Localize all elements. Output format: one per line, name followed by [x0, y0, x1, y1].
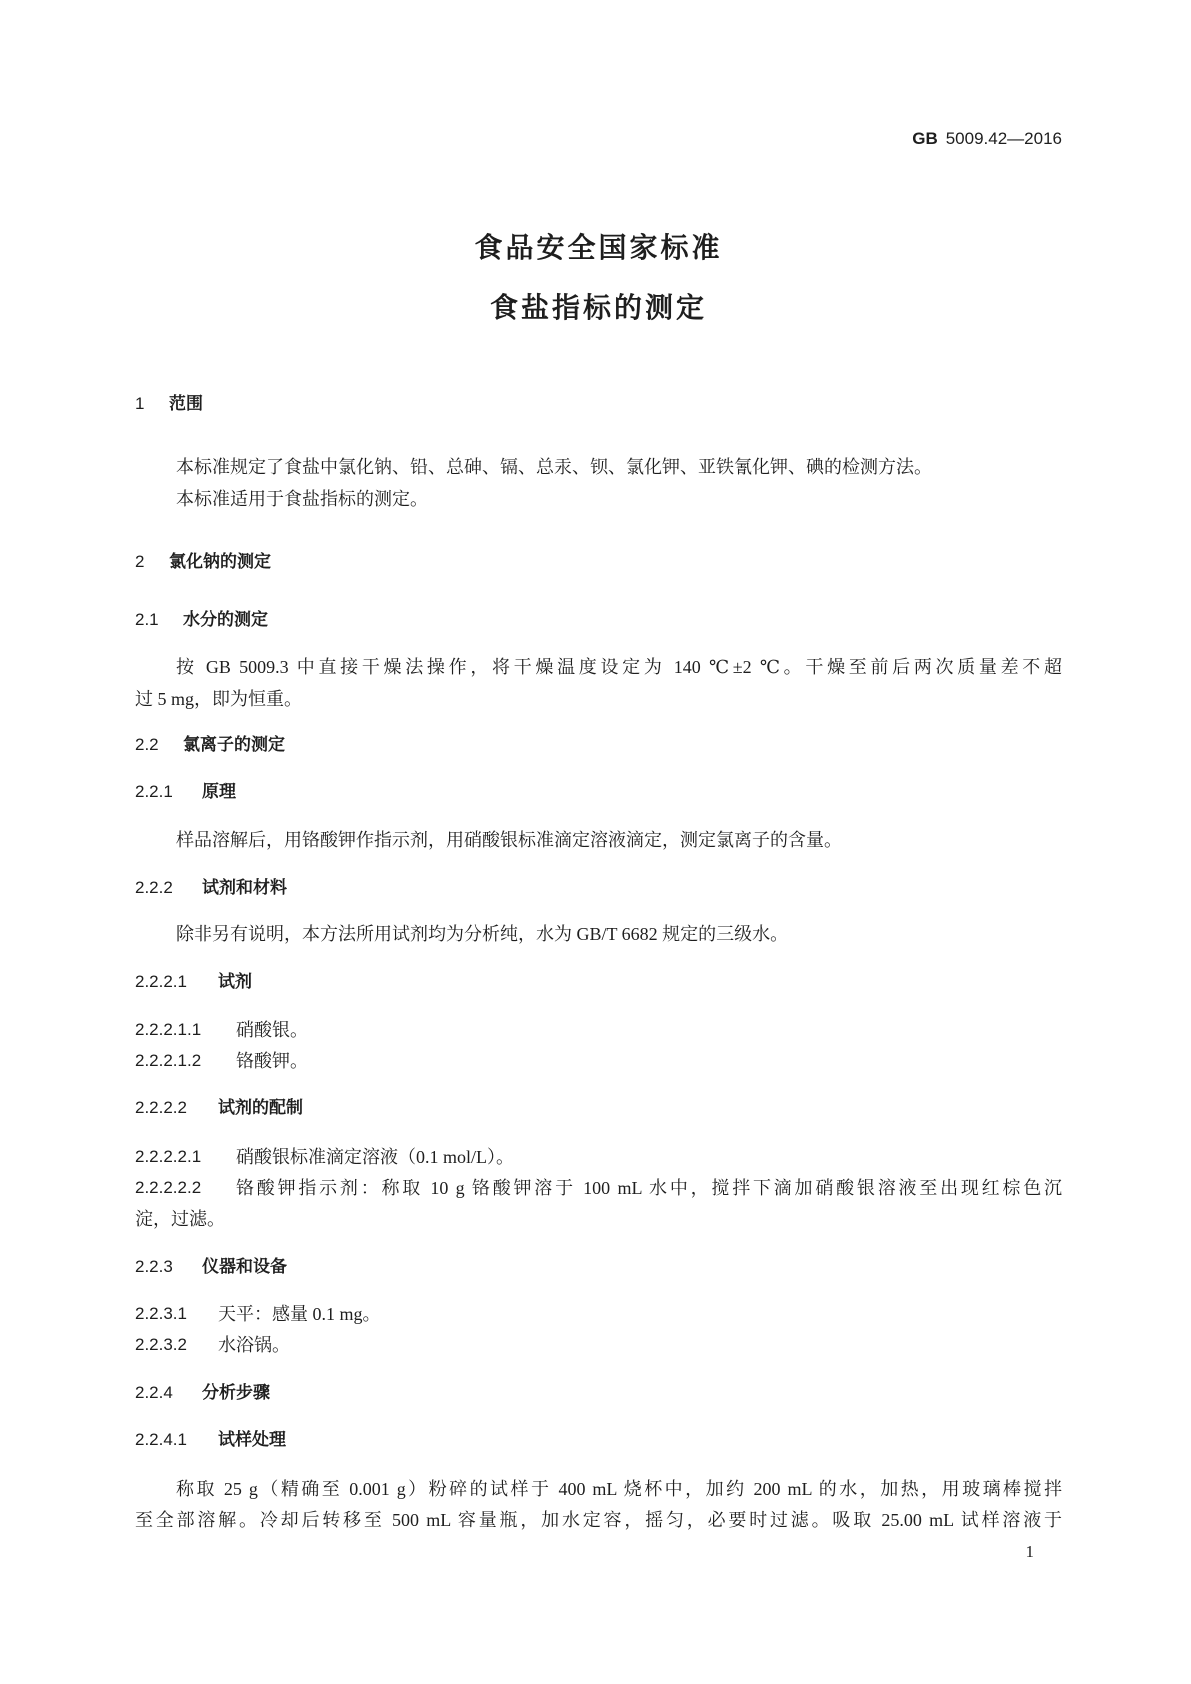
heading-2-2-2	[0, 877, 1191, 899]
section-title: 氯离子的测定	[183, 735, 285, 754]
standard-prefix: GB	[912, 129, 938, 148]
heading-2-2-4-1	[0, 1429, 1191, 1451]
paragraph-line: 过 5 mg，即为恒重。	[135, 689, 303, 709]
item-number: 2.2.2.2.2	[135, 1178, 202, 1197]
paragraph-line: 至全部溶解。冷却后转移至 500 mL 容量瓶，加水定容，摇匀，必要时过滤。吸取 25.00 mL 试样溶液于	[135, 1510, 1062, 1530]
section-title: 仪器和设备	[202, 1257, 287, 1276]
item-text: 天平：感量 0.1 mg。	[218, 1304, 381, 1324]
paragraph: 本标准适用于食盐指标的测定。	[176, 489, 428, 509]
paragraph: 样品溶解后，用铬酸钾作指示剂，用硝酸银标准滴定溶液滴定，测定氯离子的含量。	[176, 830, 842, 850]
section-title: 试剂的配制	[218, 1098, 303, 1117]
section-number: 2.2.4.1	[135, 1430, 187, 1449]
item-text: 水浴锅。	[218, 1335, 290, 1355]
item-text-line: 淀，过滤。	[135, 1209, 225, 1229]
item-text-line: 铬酸钾指示剂：称取 10 g 铬酸钾溶于 100 mL 水中，搅拌下滴加硝酸银溶液至出现红棕色沉	[236, 1178, 1062, 1198]
heading-2-2-1	[0, 781, 1191, 803]
section-number: 2.2.2.1	[135, 972, 187, 991]
section-title: 氯化钠的测定	[169, 552, 271, 571]
list-item	[0, 1146, 1191, 1168]
heading-2-2-2-1	[0, 971, 1191, 993]
section-number: 1	[135, 394, 145, 413]
heading-2-2	[0, 734, 1191, 756]
section-number: 2.2.4	[135, 1383, 173, 1402]
heading-1	[0, 393, 1191, 415]
item-text: 硝酸银标准滴定溶液（0.1 mol/L）。	[236, 1147, 514, 1167]
heading-2-2-4	[0, 1382, 1191, 1404]
list-item	[0, 1050, 1191, 1072]
paragraph: 除非另有说明，本方法所用试剂均为分析纯，水为 GB/T 6682 规定的三级水。	[176, 924, 789, 944]
item-number: 2.2.2.1.1	[135, 1020, 202, 1039]
list-item	[0, 1019, 1191, 1041]
section-title: 试样处理	[218, 1430, 286, 1449]
list-item	[0, 1303, 1191, 1325]
list-item	[0, 1334, 1191, 1356]
section-number: 2	[135, 552, 145, 571]
section-number: 2.2	[135, 735, 159, 754]
document-title: 食品安全国家标准	[474, 232, 723, 263]
heading-2	[0, 551, 1191, 573]
item-text: 铬酸钾。	[236, 1051, 308, 1071]
item-number: 2.2.2.2.1	[135, 1147, 202, 1166]
section-number: 2.2.1	[135, 782, 173, 801]
item-number: 2.2.3.1	[135, 1304, 187, 1323]
page-number: 1	[1025, 1542, 1034, 1561]
section-title: 试剂	[218, 972, 252, 991]
paragraph: 本标准规定了食盐中氯化钠、铅、总砷、镉、总汞、钡、氯化钾、亚铁氰化钾、碘的检测方法。	[176, 457, 932, 477]
section-number: 2.1	[135, 610, 159, 629]
heading-2-2-2-2	[0, 1097, 1191, 1119]
section-title: 分析步骤	[202, 1383, 270, 1402]
standard-code	[880, 128, 1062, 150]
item-number: 2.2.2.1.2	[135, 1051, 202, 1070]
heading-2-2-3	[0, 1256, 1191, 1278]
item-text: 硝酸银。	[236, 1020, 308, 1040]
section-number: 2.2.2.2	[135, 1098, 187, 1117]
section-number: 2.2.3	[135, 1257, 173, 1276]
standard-number: 5009.42—2016	[945, 129, 1062, 148]
section-title: 试剂和材料	[202, 878, 287, 897]
section-number: 2.2.2	[135, 878, 173, 897]
section-title: 范围	[169, 394, 203, 413]
paragraph-line: 称取 25 g（精确至 0.001 g）粉碎的试样于 400 mL 烧杯中，加约 200 mL 的水，加热，用玻璃棒搅拌	[176, 1479, 1062, 1499]
section-title: 原理	[202, 782, 236, 801]
document-subtitle: 食盐指标的测定	[489, 292, 707, 323]
section-title: 水分的测定	[183, 610, 268, 629]
heading-2-1	[0, 609, 1191, 631]
paragraph-line: 按 GB 5009.3 中直接干燥法操作，将干燥温度设定为 140 ℃±2 ℃。干燥至前后两次质量差不超	[176, 657, 1062, 677]
item-number: 2.2.3.2	[135, 1335, 187, 1354]
